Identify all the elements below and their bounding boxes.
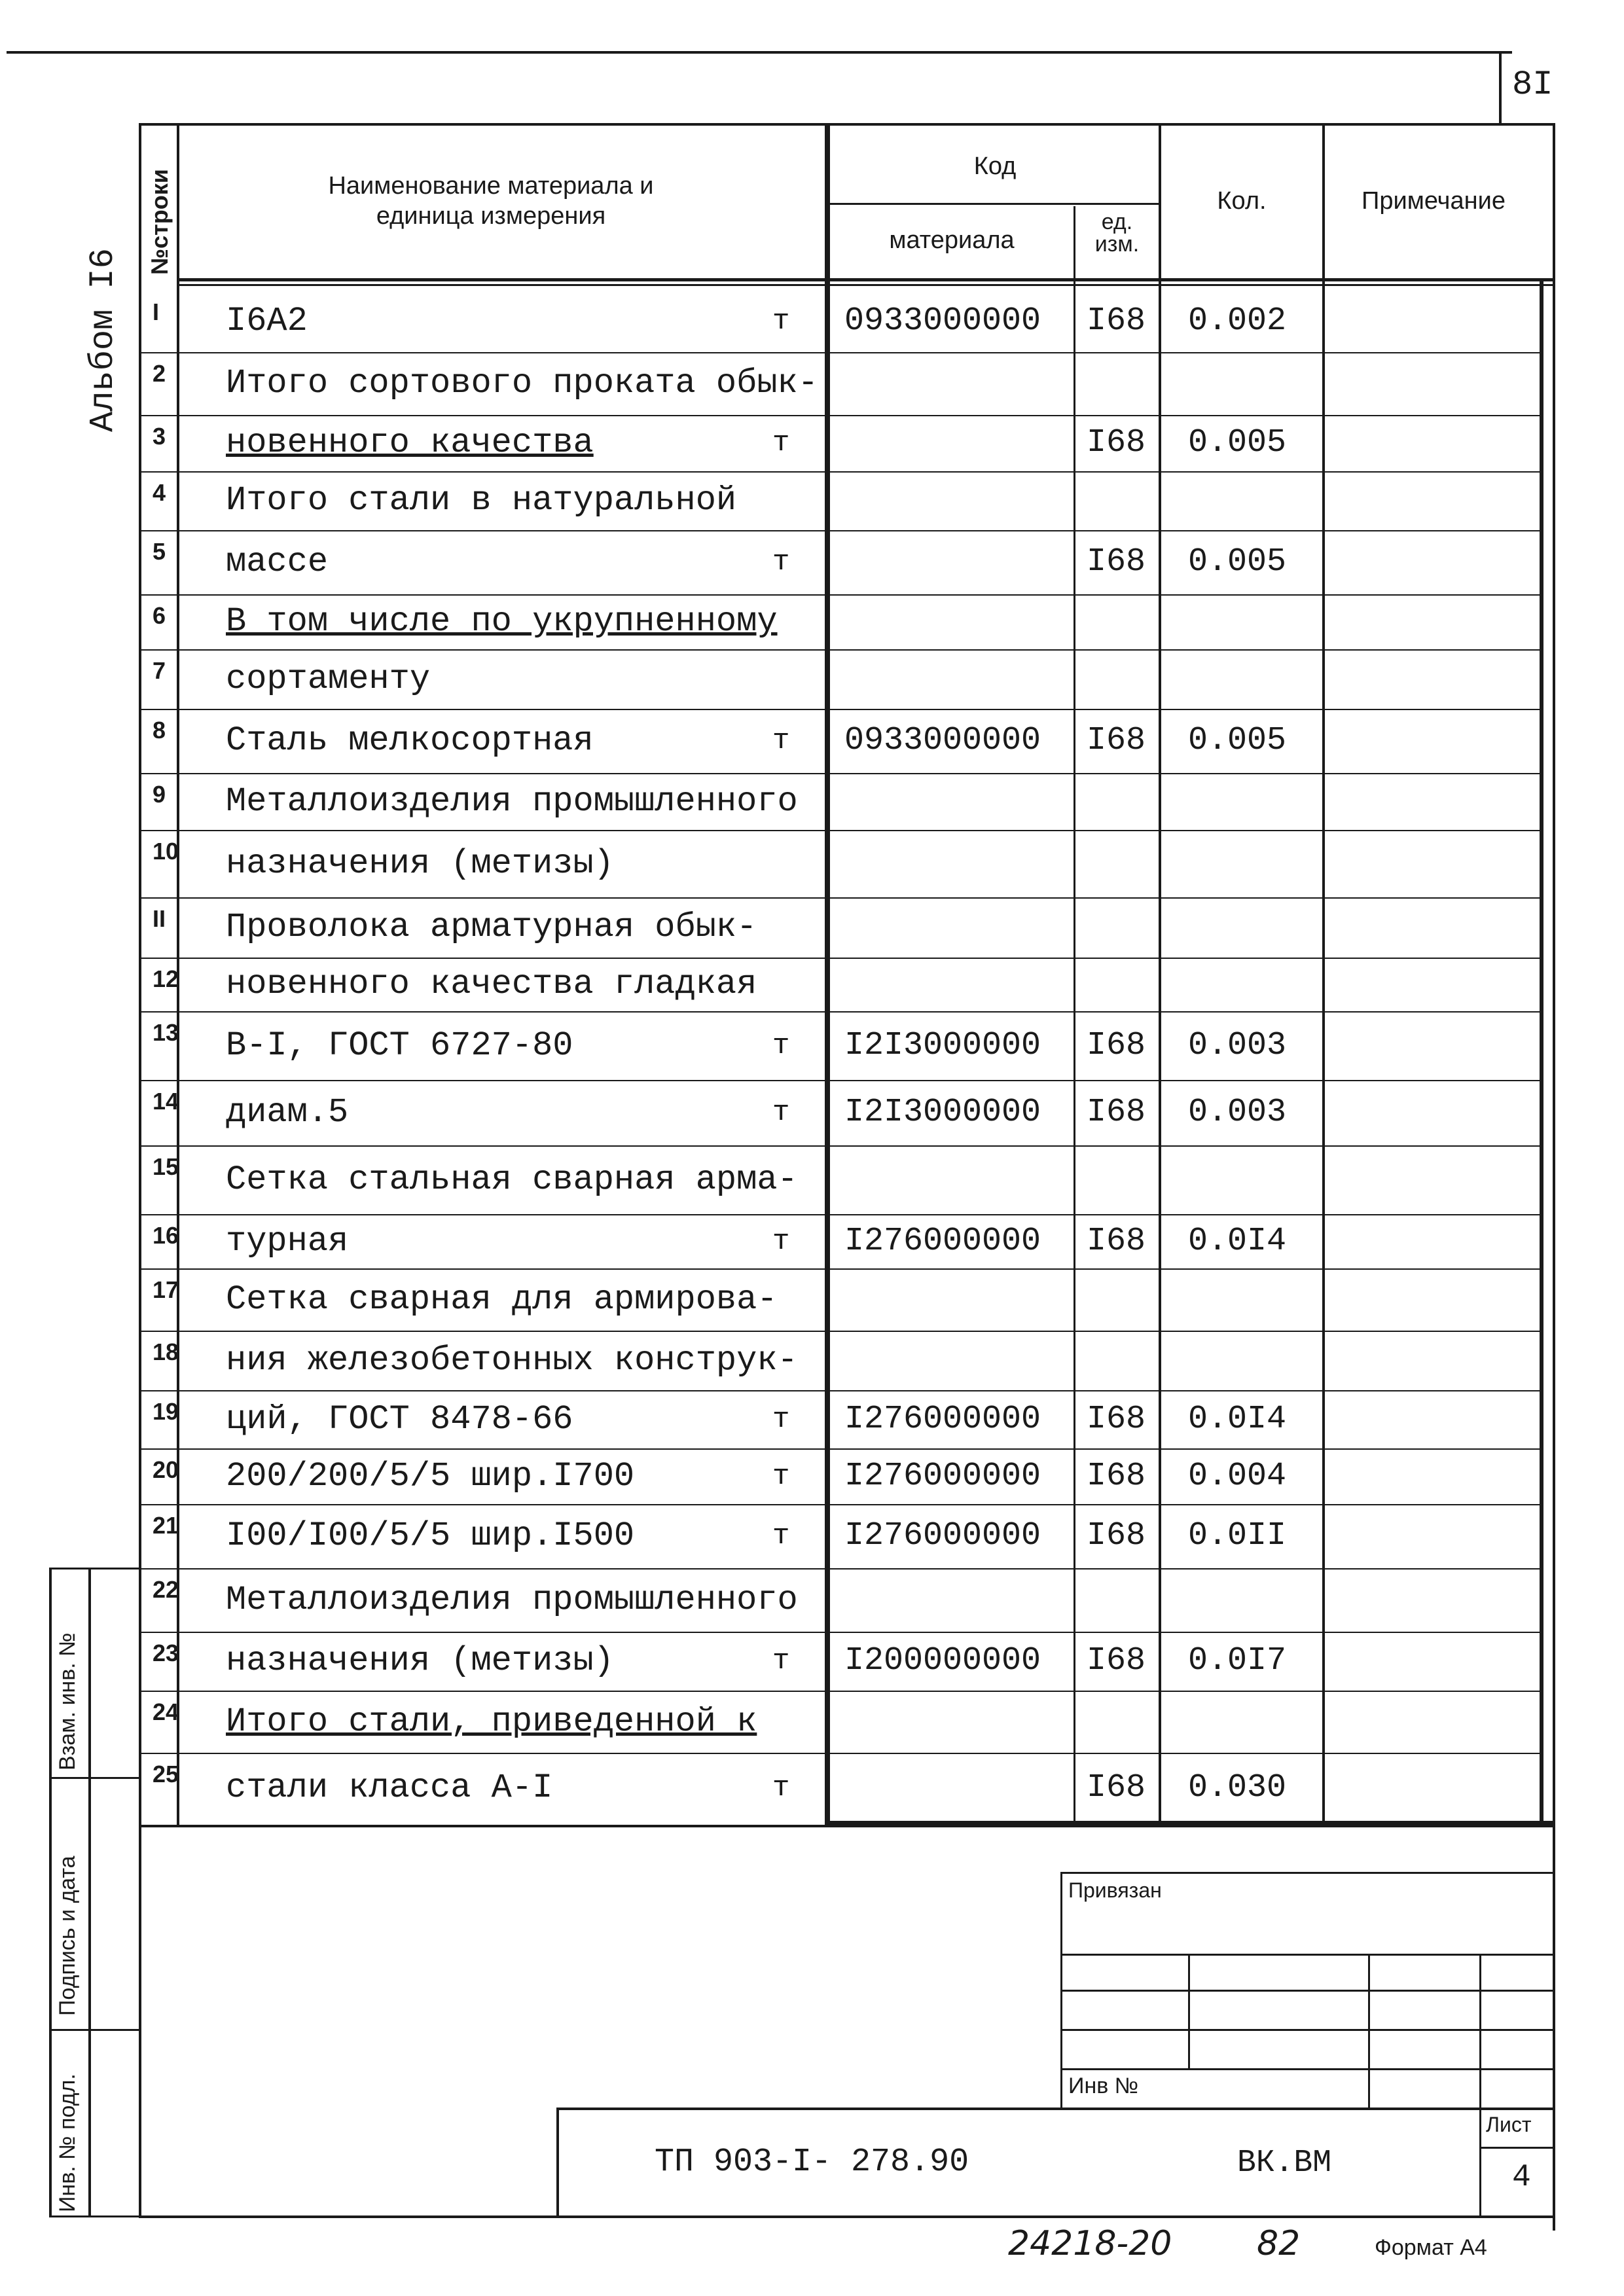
row-divider <box>141 897 1542 899</box>
quantity: 0.005 <box>1188 722 1287 759</box>
material-name: Сталь мелкосортная <box>226 721 594 760</box>
row-number: 18 <box>153 1338 179 1365</box>
unit-symbol: т <box>772 1029 790 1062</box>
row-divider <box>141 352 1542 353</box>
unit-code: I68 <box>1087 1400 1146 1438</box>
unit-code: I68 <box>1087 1769 1146 1806</box>
list-label: Лист <box>1486 2113 1532 2136</box>
row-divider <box>141 1753 1542 1754</box>
unit-code: I68 <box>1087 1026 1146 1064</box>
quantity: 0.005 <box>1188 424 1287 461</box>
row-number: 15 <box>153 1153 179 1180</box>
unit-symbol: т <box>772 546 790 579</box>
material-code: I276000000 <box>844 1517 1041 1554</box>
material-name: назначения (метизы) <box>226 844 614 883</box>
unit-symbol: т <box>772 1225 790 1258</box>
unit-symbol: т <box>772 427 790 459</box>
material-name: турная <box>226 1221 349 1261</box>
header-note: Примечание <box>1362 187 1506 215</box>
material-name: ния железобетонных конструк- <box>226 1340 798 1380</box>
unit-symbol: т <box>772 1520 790 1552</box>
unit-code: I68 <box>1087 543 1146 581</box>
material-name: В том числе по укрупненному <box>226 602 778 641</box>
material-code: I276000000 <box>844 1222 1041 1260</box>
material-name: ций, ГОСТ 8478-66 <box>226 1399 573 1439</box>
row-number: 22 <box>153 1576 179 1603</box>
quantity: 0.0I4 <box>1188 1222 1287 1260</box>
row-number: 5 <box>153 538 166 565</box>
row-number: 14 <box>153 1088 179 1115</box>
row-number: 6 <box>153 602 166 629</box>
row-number: II <box>153 905 166 932</box>
row-number: 24 <box>153 1698 179 1725</box>
row-divider <box>141 773 1542 774</box>
doc-code: ТП 903-I- 278.90 <box>655 2144 969 2181</box>
row-number: 7 <box>153 657 166 684</box>
row-divider <box>141 1214 1542 1215</box>
header-name: Наименование материала и <box>328 172 654 200</box>
unit-symbol: т <box>772 1460 790 1493</box>
stamp-privyazan: Привязан <box>1068 1878 1162 1902</box>
unit-code: I68 <box>1087 302 1146 340</box>
header-material: материала <box>889 226 1015 254</box>
material-name: Металлоизделия промышленного <box>226 1580 798 1619</box>
unit-symbol: т <box>772 305 790 338</box>
quantity: 0.002 <box>1188 302 1287 340</box>
material-name: Проволока арматурная обык- <box>226 908 757 946</box>
page-number-2: 82 <box>1257 2224 1301 2263</box>
row-number: 20 <box>153 1456 179 1483</box>
unit-code: I68 <box>1087 424 1146 461</box>
row-number: 4 <box>153 479 166 506</box>
side-sign-date: Подпись и дата <box>55 1856 80 2016</box>
header-unit-code: ед. изм. <box>1094 209 1140 257</box>
list-number: 4 <box>1512 2160 1531 2195</box>
material-name: сортаменту <box>226 659 431 698</box>
material-name: Итого стали, приведенной к <box>226 1702 757 1741</box>
row-divider <box>141 1011 1542 1013</box>
page-number: 8I <box>1512 65 1553 104</box>
row-number: 21 <box>153 1512 179 1539</box>
row-divider <box>141 1448 1542 1450</box>
handwritten-number: 24218-20 <box>1008 2224 1172 2263</box>
row-number: 16 <box>153 1222 179 1249</box>
quantity: 0.0I7 <box>1188 1642 1287 1679</box>
stamp-inv: Инв № <box>1068 2073 1139 2098</box>
row-number: 9 <box>153 781 166 808</box>
top-rule <box>7 51 1512 54</box>
quantity: 0.005 <box>1188 543 1287 581</box>
unit-code: I68 <box>1087 1222 1146 1260</box>
row-divider <box>141 830 1542 831</box>
row-number: 25 <box>153 1761 179 1787</box>
row-divider <box>141 709 1542 710</box>
doc-mark: ВК.ВМ <box>1237 2145 1332 2181</box>
header-name-2: единица измерения <box>376 202 606 230</box>
row-number: 8 <box>153 717 166 744</box>
material-name: массе <box>226 543 329 581</box>
material-name: В-I, ГОСТ 6727-80 <box>226 1026 573 1065</box>
material-code: I200000000 <box>844 1642 1041 1679</box>
row-divider <box>141 1390 1542 1391</box>
row-divider <box>141 1080 1542 1081</box>
row-number: 17 <box>153 1276 179 1303</box>
row-number: 2 <box>153 360 166 387</box>
quantity: 0.004 <box>1188 1457 1287 1495</box>
row-divider <box>141 1331 1542 1332</box>
unit-symbol: т <box>772 1645 790 1677</box>
material-name: стали класса А-I <box>226 1768 553 1807</box>
page-number-box <box>1499 52 1502 123</box>
quantity: 0.0II <box>1188 1517 1287 1554</box>
row-divider <box>141 958 1542 959</box>
material-name: I6A2 <box>226 302 308 340</box>
album-label: Альбом I6 <box>84 248 122 432</box>
quantity: 0.0I4 <box>1188 1400 1287 1438</box>
unit-symbol: т <box>772 725 790 757</box>
material-code: 0933000000 <box>844 302 1041 340</box>
unit-symbol: т <box>772 1772 790 1804</box>
quantity: 0.003 <box>1188 1026 1287 1064</box>
row-number: 3 <box>153 423 166 450</box>
row-divider <box>141 471 1542 473</box>
material-name: диам.5 <box>226 1093 349 1132</box>
material-code: I2I3000000 <box>844 1094 1041 1131</box>
side-inv-no: Инв. № подл. <box>55 2073 80 2212</box>
row-divider <box>141 1632 1542 1633</box>
row-divider <box>141 530 1542 531</box>
material-code: I2I3000000 <box>844 1026 1041 1064</box>
material-name: новенного качества гладкая <box>226 965 757 1003</box>
unit-code: I68 <box>1087 722 1146 759</box>
row-number: 19 <box>153 1398 179 1425</box>
row-number: 10 <box>153 838 179 865</box>
unit-code: I68 <box>1087 1094 1146 1131</box>
material-name: назначения (метизы) <box>226 1641 614 1680</box>
material-name: Сетка сварная для армирова- <box>226 1280 778 1319</box>
unit-code: I68 <box>1087 1517 1146 1554</box>
row-number: 12 <box>153 965 179 992</box>
material-code: I276000000 <box>844 1457 1041 1495</box>
material-code: I276000000 <box>844 1400 1041 1438</box>
row-number: I <box>153 298 160 325</box>
material-name: Итого стали в натуральной <box>226 481 737 520</box>
format-label: Формат А4 <box>1375 2235 1487 2260</box>
row-divider <box>141 415 1542 416</box>
unit-code: I68 <box>1087 1457 1146 1495</box>
material-name: 200/200/5/5 шир.I700 <box>226 1456 635 1496</box>
row-divider <box>141 1568 1542 1570</box>
material-name: Итого сортового проката обык- <box>226 364 818 403</box>
material-name: I00/I00/5/5 шир.I500 <box>226 1516 635 1555</box>
material-name: новенного качества <box>226 423 594 462</box>
row-divider <box>141 1691 1542 1692</box>
row-divider <box>141 1145 1542 1147</box>
row-number: 23 <box>153 1640 179 1666</box>
row-divider <box>141 1268 1542 1270</box>
material-name: Сетка стальная сварная арма- <box>226 1160 798 1199</box>
unit-symbol: т <box>772 1096 790 1129</box>
unit-symbol: т <box>772 1403 790 1436</box>
quantity: 0.030 <box>1188 1769 1287 1806</box>
unit-code: I68 <box>1087 1642 1146 1679</box>
header-qty: Кол. <box>1217 187 1267 215</box>
row-divider <box>141 1504 1542 1505</box>
row-divider <box>141 649 1542 651</box>
material-code: 0933000000 <box>844 722 1041 759</box>
row-divider <box>141 594 1542 596</box>
material-name: Металлоизделия промышленного <box>226 781 798 821</box>
quantity: 0.003 <box>1188 1094 1287 1131</box>
row-number: 13 <box>153 1019 179 1046</box>
header-code: Код <box>973 152 1017 180</box>
header-row-no: №строки <box>146 169 173 275</box>
side-vzam: Взам. инв. № <box>55 1632 80 1770</box>
